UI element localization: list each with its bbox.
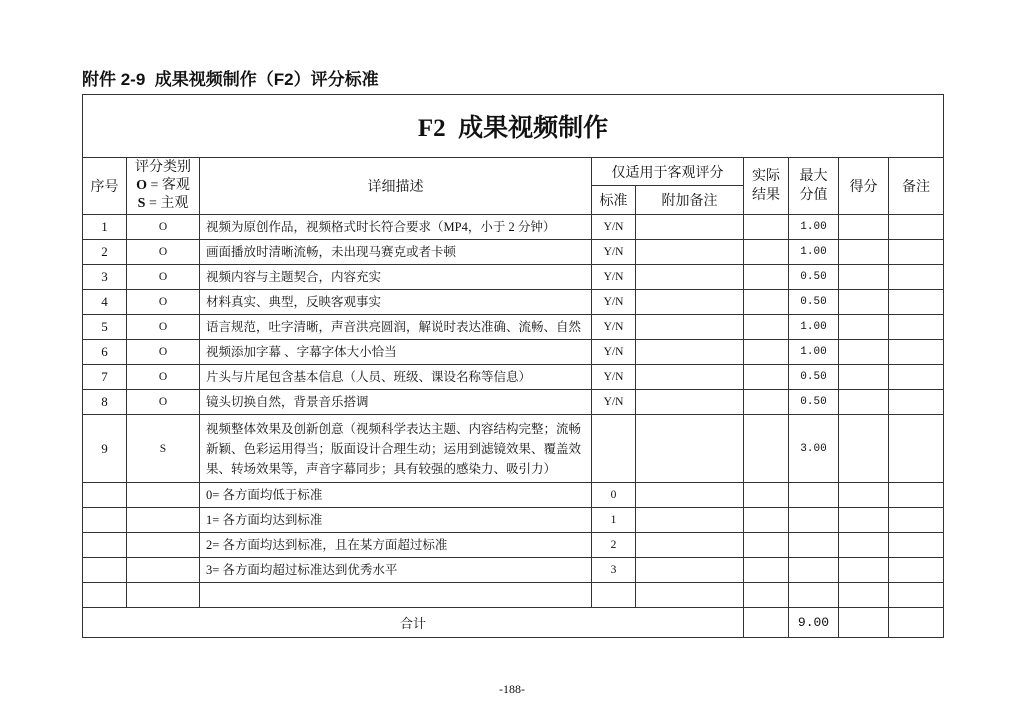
cell-max-score: 1.00 — [789, 340, 839, 365]
cell-score — [839, 558, 889, 583]
table-row — [83, 390, 944, 415]
cell-max-score — [789, 583, 839, 608]
cell-extra-note — [636, 483, 744, 508]
cell-number: 4 — [83, 290, 127, 315]
header-category-title: 评分类别 — [135, 160, 191, 175]
table-row — [83, 508, 944, 533]
cell-score — [839, 583, 889, 608]
cell-number: 5 — [83, 315, 127, 340]
cell-extra-note — [636, 240, 744, 265]
cell-actual-result — [744, 265, 789, 290]
cell-extra-note — [636, 508, 744, 533]
total-max-score: 9.00 — [789, 607, 839, 637]
table-header — [83, 95, 944, 215]
cell-number: 7 — [83, 365, 127, 390]
cell-remark — [889, 265, 944, 290]
cell-category: O — [127, 390, 200, 415]
cell-number: 3 — [83, 265, 127, 290]
attachment-heading: 附件 2-9 成果视频制作（F2）评分标准 — [82, 70, 379, 89]
cell-score — [839, 483, 889, 508]
cell-score — [839, 508, 889, 533]
cell-number: 2 — [83, 240, 127, 265]
subjective-code: S — [137, 196, 146, 211]
total-actual-result — [744, 607, 789, 637]
cell-number — [83, 558, 127, 583]
cell-actual-result — [744, 558, 789, 583]
cell-category — [127, 558, 200, 583]
cell-remark — [889, 533, 944, 558]
cell-remark — [889, 365, 944, 390]
cell-standard: Y/N — [592, 340, 636, 365]
total-score — [839, 607, 889, 637]
cell-category: O — [127, 340, 200, 365]
cell-number: 9 — [83, 415, 127, 483]
table-row — [83, 583, 944, 608]
header-standard: 标准 — [592, 186, 636, 215]
cell-score — [839, 365, 889, 390]
cell-standard: Y/N — [592, 240, 636, 265]
cell-score — [839, 390, 889, 415]
cell-actual-result — [744, 583, 789, 608]
cell-extra-note — [636, 583, 744, 608]
cell-number — [83, 583, 127, 608]
cell-max-score: 1.00 — [789, 215, 839, 240]
total-row — [83, 607, 944, 637]
cell-description: 视频内容与主题契合，内容充实 — [200, 265, 592, 290]
cell-actual-result — [744, 340, 789, 365]
table-row — [83, 340, 944, 365]
cell-max-score — [789, 483, 839, 508]
cell-remark — [889, 290, 944, 315]
cell-actual-result — [744, 290, 789, 315]
cell-number: 8 — [83, 390, 127, 415]
table-row — [83, 315, 944, 340]
cell-extra-note — [636, 533, 744, 558]
cell-max-score: 1.00 — [789, 315, 839, 340]
cell-number — [83, 483, 127, 508]
cell-max-score: 0.50 — [789, 390, 839, 415]
cell-remark — [889, 508, 944, 533]
cell-remark — [889, 390, 944, 415]
cell-description: 镜头切换自然，背景音乐搭调 — [200, 390, 592, 415]
cell-description: 语言规范，吐字清晰，声音洪亮圆润，解说时表达准确、流畅、自然 — [200, 315, 592, 340]
cell-remark — [889, 415, 944, 483]
cell-description: 材料真实、典型，反映客观事实 — [200, 290, 592, 315]
table-row — [83, 290, 944, 315]
cell-standard: Y/N — [592, 215, 636, 240]
cell-standard: Y/N — [592, 315, 636, 340]
cell-max-score: 3.00 — [789, 415, 839, 483]
cell-max-score — [789, 508, 839, 533]
table-row — [83, 558, 944, 583]
table-row — [83, 365, 944, 390]
cell-remark — [889, 315, 944, 340]
cell-max-score: 0.50 — [789, 290, 839, 315]
cell-actual-result — [744, 315, 789, 340]
cell-extra-note — [636, 290, 744, 315]
header-remark: 备注 — [889, 158, 944, 215]
cell-category: S — [127, 415, 200, 483]
cell-actual-result — [744, 483, 789, 508]
cell-remark — [889, 558, 944, 583]
cell-description: 视频整体效果及创新创意（视频科学表达主题、内容结构完整；流畅新颖、色彩运用得当；版面设计合理生动；运用到滤镜效果、覆盖效果、转场效果等，声音字幕同步；具有较强的感染力、吸引力） — [200, 415, 592, 483]
cell-number: 1 — [83, 215, 127, 240]
cell-actual-result — [744, 508, 789, 533]
cell-actual-result — [744, 215, 789, 240]
cell-actual-result — [744, 390, 789, 415]
cell-standard: 2 — [592, 533, 636, 558]
header-description: 详细描述 — [200, 158, 592, 215]
cell-standard: 0 — [592, 483, 636, 508]
cell-remark — [889, 483, 944, 508]
cell-extra-note — [636, 415, 744, 483]
cell-description: 视频为原创作品，视频格式时长符合要求（MP4，小于 2 分钟） — [200, 215, 592, 240]
cell-max-score: 0.50 — [789, 365, 839, 390]
cell-extra-note — [636, 265, 744, 290]
header-objective-only: 仅适用于客观评分 — [592, 158, 744, 186]
header-category-objective — [127, 177, 199, 195]
cell-number: 6 — [83, 340, 127, 365]
cell-description: 3= 各方面均超过标准达到优秀水平 — [200, 558, 592, 583]
cell-number — [83, 533, 127, 558]
cell-extra-note — [636, 340, 744, 365]
cell-category: O — [127, 240, 200, 265]
table-row — [83, 415, 944, 483]
cell-extra-note — [636, 390, 744, 415]
header-actual-result — [744, 158, 789, 215]
table-body — [83, 215, 944, 608]
cell-score — [839, 240, 889, 265]
cell-max-score: 1.00 — [789, 240, 839, 265]
table-title: F2 成果视频制作 — [83, 95, 944, 158]
cell-category: O — [127, 315, 200, 340]
cell-category: O — [127, 215, 200, 240]
header-extra-note: 附加备注 — [636, 186, 744, 215]
table-row — [83, 533, 944, 558]
cell-standard: Y/N — [592, 390, 636, 415]
cell-category — [127, 583, 200, 608]
header-max-score-label: 最大分值 — [799, 169, 828, 203]
cell-standard: 3 — [592, 558, 636, 583]
page-number: -188- — [499, 682, 525, 696]
cell-standard: Y/N — [592, 365, 636, 390]
cell-description: 视频添加字幕 、字幕字体大小恰当 — [200, 340, 592, 365]
cell-category: O — [127, 365, 200, 390]
objective-label: = 客观 — [150, 178, 190, 193]
cell-remark — [889, 240, 944, 265]
cell-category — [127, 483, 200, 508]
cell-max-score — [789, 533, 839, 558]
header-actual-result-label: 实际结果 — [752, 169, 780, 203]
table-title-row — [83, 95, 944, 158]
cell-remark — [889, 215, 944, 240]
subjective-label: = 主观 — [148, 196, 189, 211]
cell-remark — [889, 583, 944, 608]
cell-extra-note — [636, 315, 744, 340]
header-number: 序号 — [83, 158, 127, 215]
cell-description — [200, 583, 592, 608]
cell-number — [83, 508, 127, 533]
scoring-table — [82, 94, 944, 638]
cell-category: O — [127, 265, 200, 290]
table-row — [83, 240, 944, 265]
objective-code: O — [136, 178, 147, 193]
cell-extra-note — [636, 215, 744, 240]
total-label: 合计 — [83, 607, 744, 637]
header-row — [83, 158, 944, 186]
cell-standard: Y/N — [592, 265, 636, 290]
header-category-subjective — [127, 195, 199, 213]
cell-score — [839, 215, 889, 240]
cell-actual-result — [744, 365, 789, 390]
cell-score — [839, 265, 889, 290]
cell-max-score: 0.50 — [789, 265, 839, 290]
cell-standard: Y/N — [592, 290, 636, 315]
cell-category — [127, 508, 200, 533]
cell-description: 2= 各方面均达到标准，且在某方面超过标准 — [200, 533, 592, 558]
table-row — [83, 483, 944, 508]
cell-description: 1= 各方面均达到标准 — [200, 508, 592, 533]
cell-standard: 1 — [592, 508, 636, 533]
cell-score — [839, 533, 889, 558]
header-category — [127, 158, 200, 215]
cell-description: 片头与片尾包含基本信息（人员、班级、课设名称等信息） — [200, 365, 592, 390]
cell-score — [839, 415, 889, 483]
cell-actual-result — [744, 240, 789, 265]
cell-score — [839, 290, 889, 315]
header-max-score — [789, 158, 839, 215]
cell-max-score — [789, 558, 839, 583]
table-total — [83, 607, 944, 637]
total-remark — [889, 607, 944, 637]
cell-score — [839, 315, 889, 340]
cell-actual-result — [744, 533, 789, 558]
cell-category: O — [127, 290, 200, 315]
cell-extra-note — [636, 558, 744, 583]
cell-actual-result — [744, 415, 789, 483]
header-score: 得分 — [839, 158, 889, 215]
cell-standard — [592, 583, 636, 608]
cell-category — [127, 533, 200, 558]
cell-description: 画面播放时清晰流畅，未出现马赛克或者卡顿 — [200, 240, 592, 265]
cell-score — [839, 340, 889, 365]
table-row — [83, 215, 944, 240]
table-row — [83, 265, 944, 290]
cell-description: 0= 各方面均低于标准 — [200, 483, 592, 508]
cell-extra-note — [636, 365, 744, 390]
cell-standard — [592, 415, 636, 483]
cell-remark — [889, 340, 944, 365]
